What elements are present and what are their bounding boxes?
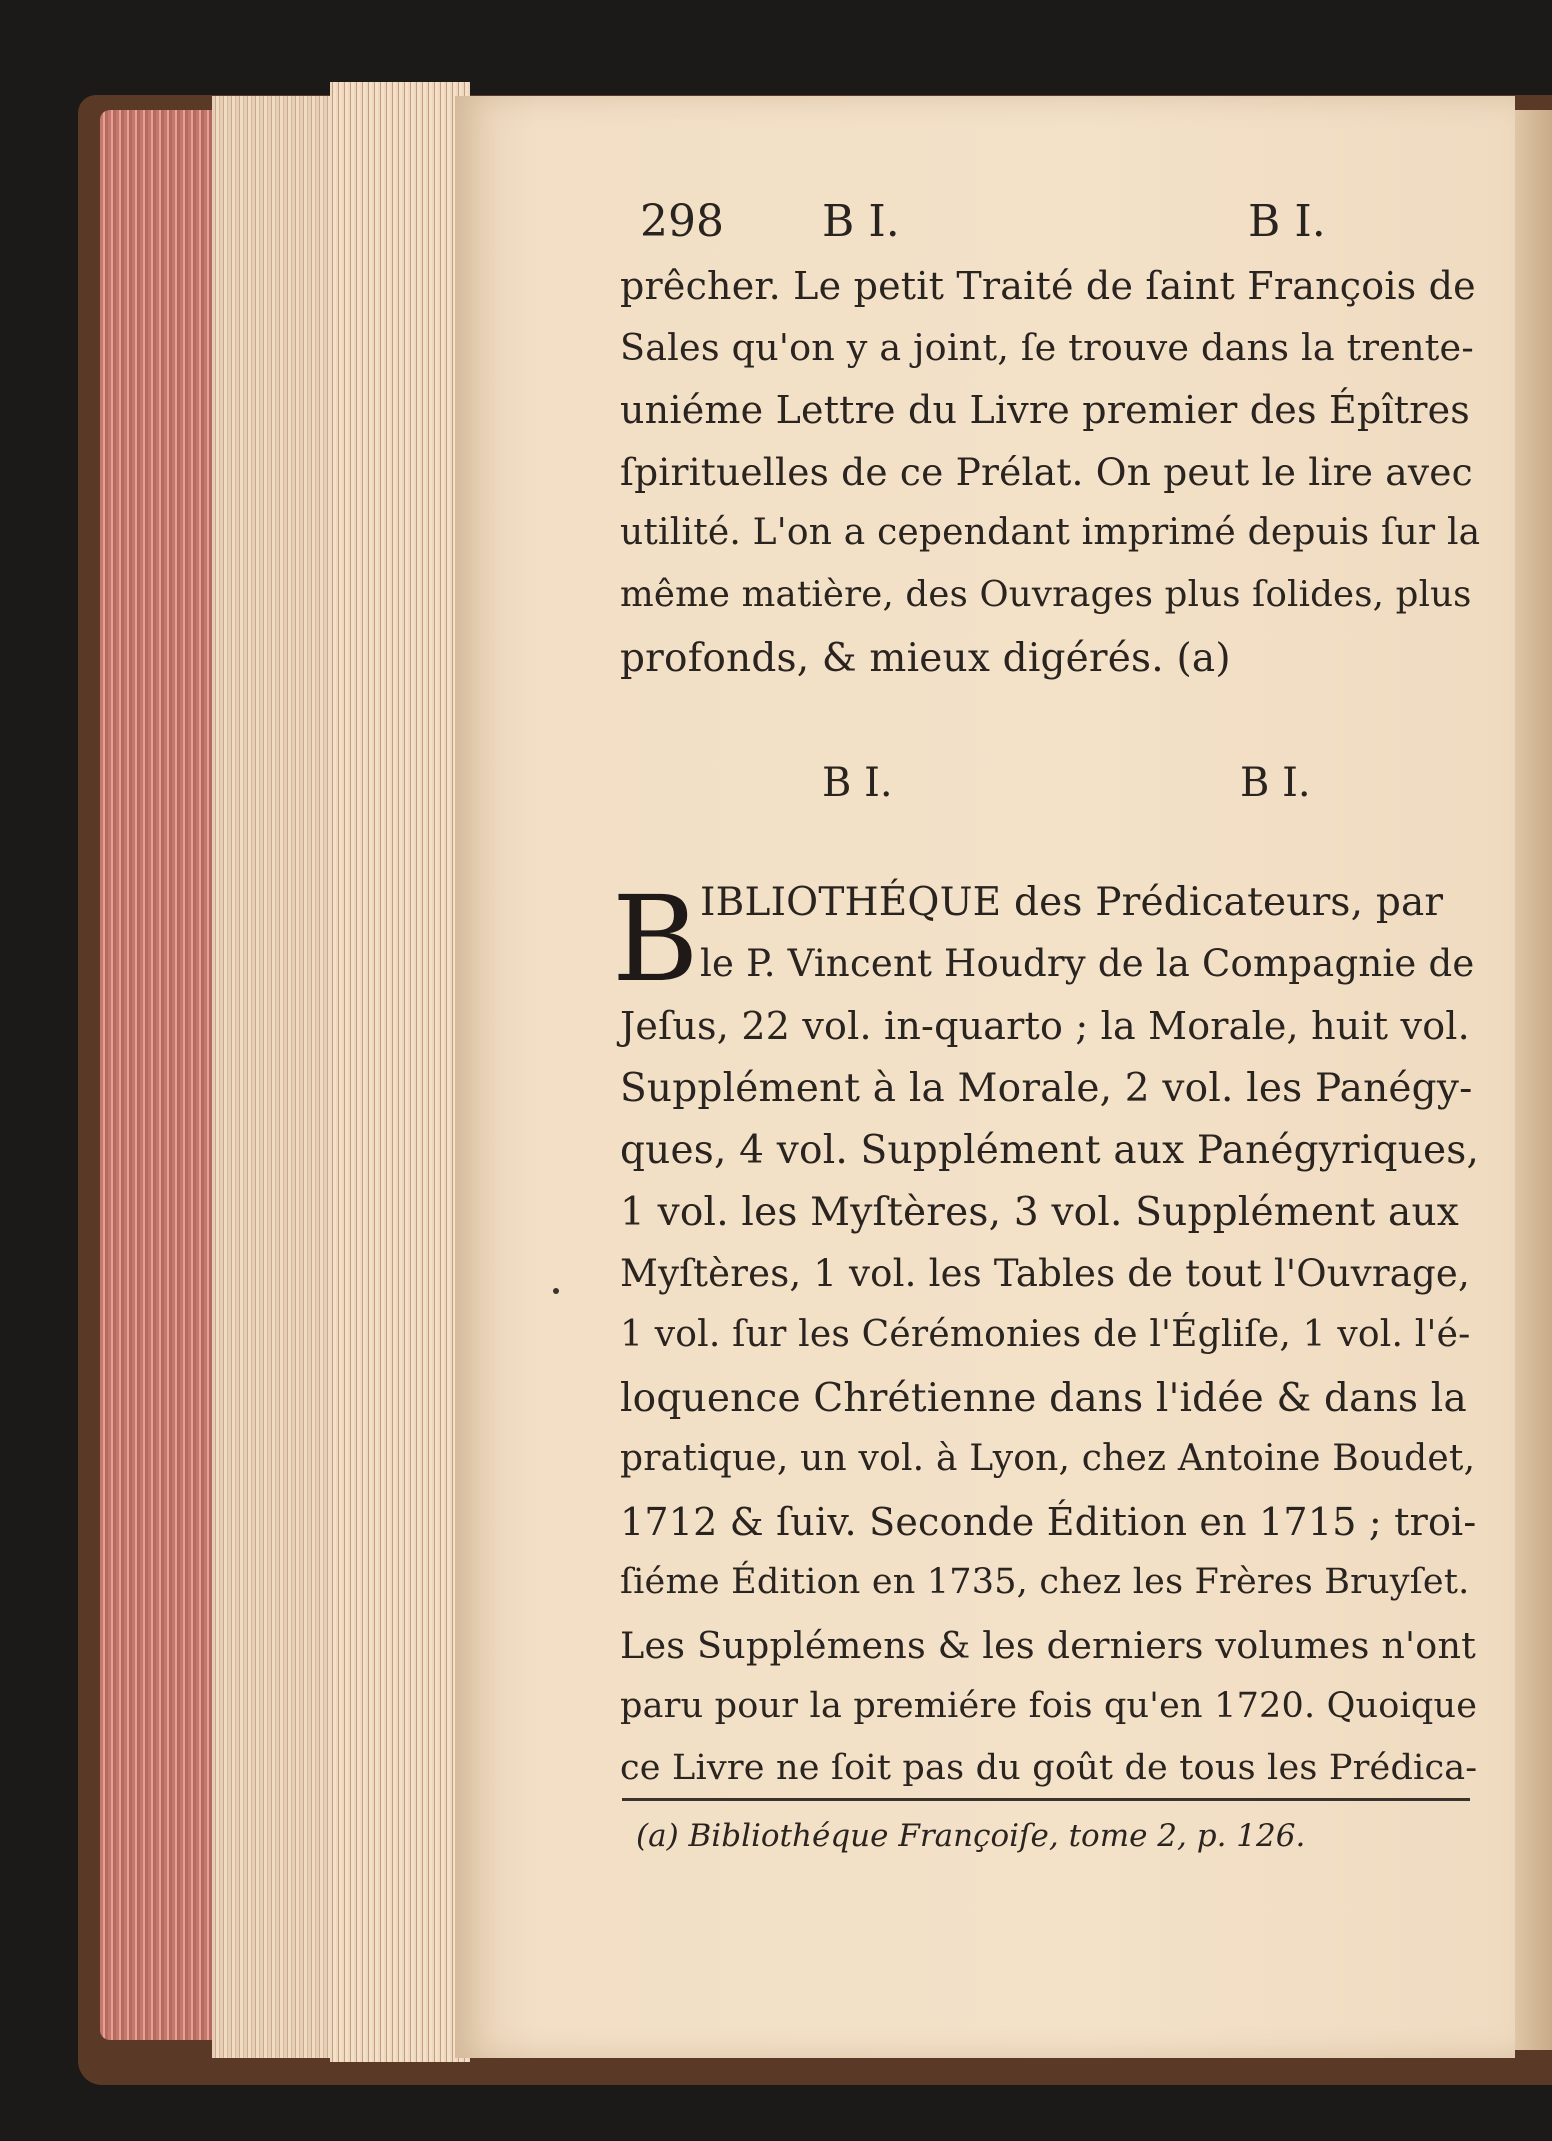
text-line: paru pour la premiére fois qu'en 1720. Quoique — [620, 1686, 1478, 1726]
ink-dot — [553, 1288, 559, 1294]
text-line: Jeſus, 22 vol. in-quarto ; la Morale, huit vol. — [620, 1004, 1470, 1048]
entry-second-line: le P. Vincent Houdry de la Compagnie de — [700, 942, 1475, 985]
text-line: Supplément à la Morale, 2 vol. les Panégy- — [620, 1066, 1473, 1111]
text-line: loquence Chrétienne dans l'idée & dans la — [620, 1376, 1467, 1421]
section-head-left: B I. — [822, 760, 893, 806]
page-number: 298 — [640, 196, 724, 247]
text-line: même matière, des Ouvrages plus ſolides, plus — [620, 574, 1472, 615]
footnote: (a) Bibliothéque Françoiſe, tome 2, p. 126. — [636, 1818, 1306, 1854]
text-line: Sales qu'on y a joint, ſe trouve dans la trente- — [620, 326, 1474, 369]
text-line: Les Supplémens & les derniers volumes n'ont — [620, 1624, 1477, 1667]
text-line: 1712 & ſuiv. Seconde Édition en 1715 ; troi- — [620, 1500, 1477, 1544]
drop-cap: B — [612, 870, 699, 1008]
running-head-right: B I. — [1248, 196, 1326, 247]
text-line: profonds, & mieux digérés. (a) — [620, 636, 1231, 681]
text-line: 1 vol. les Myſtères, 3 vol. Supplément aux — [620, 1190, 1459, 1235]
entry-first-line: IBLIOTHÉQUE des Prédicateurs, par — [700, 880, 1444, 925]
text-line: pratique, un vol. à Lyon, chez Antoine Boudet, — [620, 1438, 1476, 1479]
text-line: Myſtères, 1 vol. les Tables de tout l'Ouvrage, — [620, 1252, 1470, 1295]
footnote-rule — [622, 1798, 1470, 1801]
text-line: ce Livre ne ſoit pas du goût de tous les Prédica- — [620, 1748, 1478, 1788]
text-line: ques, 4 vol. Supplément aux Panégyriques, — [620, 1128, 1480, 1173]
page-stack-inner — [330, 82, 470, 2062]
section-head-right: B I. — [1240, 760, 1311, 806]
text-line: ſpirituelles de ce Prélat. On peut le lire avec — [620, 450, 1473, 494]
text-line: 1 vol. ſur les Cérémonies de l'Égliſe, 1 vol. l'é- — [620, 1314, 1471, 1355]
text-line: prêcher. Le petit Traité de ſaint François de — [620, 264, 1476, 308]
page-edges-red — [100, 110, 230, 2040]
next-page-edge — [1512, 110, 1552, 2050]
text-line: utilité. L'on a cependant imprimé depuis ſur la — [620, 512, 1481, 553]
text-line: ſiéme Édition en 1735, chez les Frères Bruyſet. — [620, 1562, 1470, 1602]
running-head-left: B I. — [822, 196, 900, 247]
text-line: uniéme Lettre du Livre premier des Épîtres — [620, 388, 1470, 432]
